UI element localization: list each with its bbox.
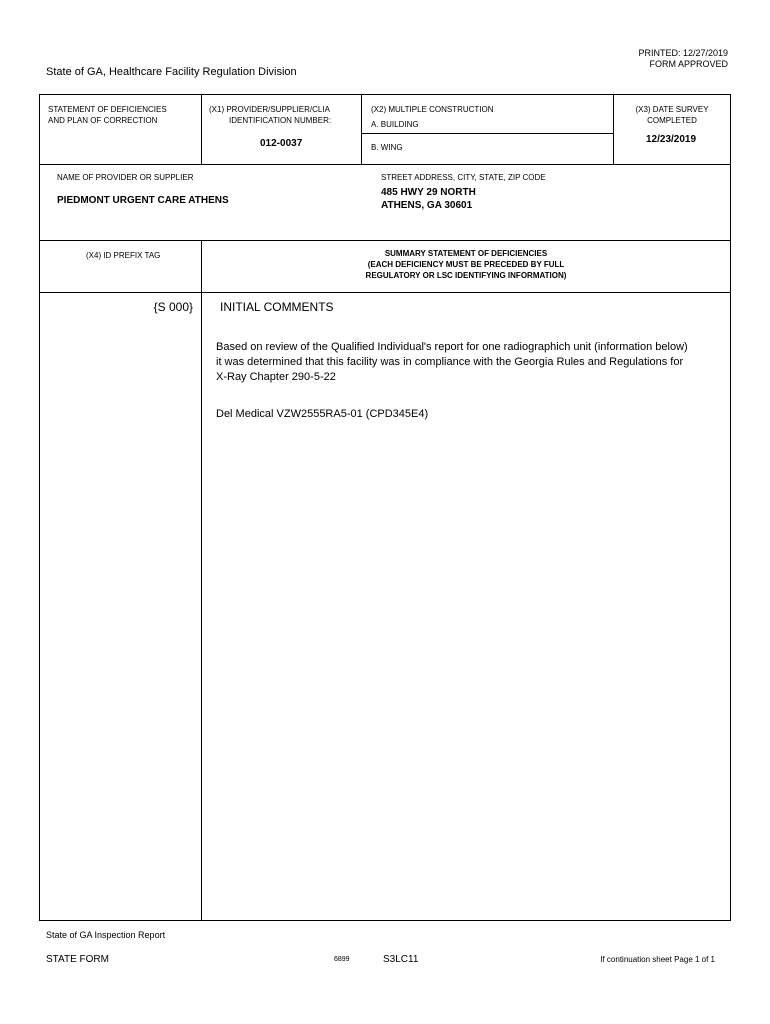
x2-building: A. BUILDING: [371, 120, 419, 129]
printed-date: PRINTED: 12/27/2019: [638, 48, 728, 58]
statement-label: [48, 104, 167, 126]
column-divider: [201, 240, 202, 921]
address-line-1: 485 HWY 29 NORTH: [381, 187, 476, 198]
form-name: STATE FORM: [46, 954, 109, 965]
address-label: STREET ADDRESS, CITY, STATE, ZIP CODE: [381, 173, 546, 182]
provider-id: 012-0037: [260, 138, 303, 149]
statement-label-2: AND PLAN OF CORRECTION: [48, 116, 158, 125]
id-prefix-tag: {S 000}: [153, 300, 193, 314]
entry-paragraph: [216, 340, 728, 385]
summary-header: [202, 248, 730, 281]
x2-label: (X2) MULTIPLE CONSTRUCTION: [371, 105, 494, 114]
entry-title: INITIAL COMMENTS: [220, 300, 334, 314]
frame-left: [39, 94, 40, 921]
paragraph-line-1: Based on review of the Qualified Individual's report for one radiographich unit (information below): [216, 341, 688, 353]
x3-label-2: COMPLETED: [647, 116, 697, 125]
survey-date: 12/23/2019: [646, 134, 697, 145]
frame-right: [730, 94, 731, 921]
x3-label: [614, 104, 730, 126]
x3-label-1: (X3) DATE SURVEY: [635, 105, 709, 114]
divider: [39, 292, 730, 293]
frame-bottom: [39, 920, 731, 921]
report-name: State of GA Inspection Report: [46, 930, 166, 940]
x1-label: [209, 104, 331, 126]
event-id: S3LC11: [383, 954, 419, 965]
divider: [362, 133, 613, 134]
divider: [201, 94, 202, 164]
x4-label: (X4) ID PREFIX TAG: [86, 251, 161, 260]
equipment-info: Del Medical VZW2555RA5-01 (CPD345E4): [216, 408, 429, 420]
frame-top: [39, 94, 730, 95]
summary-line-3: REGULATORY OR LSC IDENTIFYING INFORMATION): [365, 271, 567, 280]
divider: [361, 94, 362, 164]
x2-wing: B. WING: [371, 143, 403, 152]
summary-line-2: (EACH DEFICIENCY MUST BE PRECEDED BY FULL: [367, 260, 565, 269]
agency-title: State of GA, Healthcare Facility Regulation Division: [46, 66, 297, 78]
summary-line-1: SUMMARY STATEMENT OF DEFICIENCIES: [384, 249, 548, 258]
print-info: [638, 48, 728, 70]
divider: [39, 164, 730, 165]
x1-label-2: IDENTIFICATION NUMBER:: [229, 116, 332, 125]
paragraph-line-3: X-Ray Chapter 290-5-22: [216, 371, 336, 383]
x1-label-1: (X1) PROVIDER/SUPPLIER/CLIA: [209, 105, 330, 114]
page-info: If continuation sheet Page 1 of 1: [600, 955, 715, 964]
provider-name: PIEDMONT URGENT CARE ATHENS: [57, 195, 229, 206]
divider: [39, 240, 730, 241]
form-approved: FORM APPROVED: [649, 59, 728, 69]
form-number: 6899: [334, 956, 350, 963]
statement-label-1: STATEMENT OF DEFICIENCIES: [48, 105, 167, 114]
provider-address: [381, 186, 476, 212]
address-line-2: ATHENS, GA 30601: [381, 200, 473, 211]
paragraph-line-2: it was determined that this facility was in compliance with the Georgia Rules and Regulations for: [216, 356, 684, 368]
provider-name-label: NAME OF PROVIDER OR SUPPLIER: [57, 173, 194, 182]
